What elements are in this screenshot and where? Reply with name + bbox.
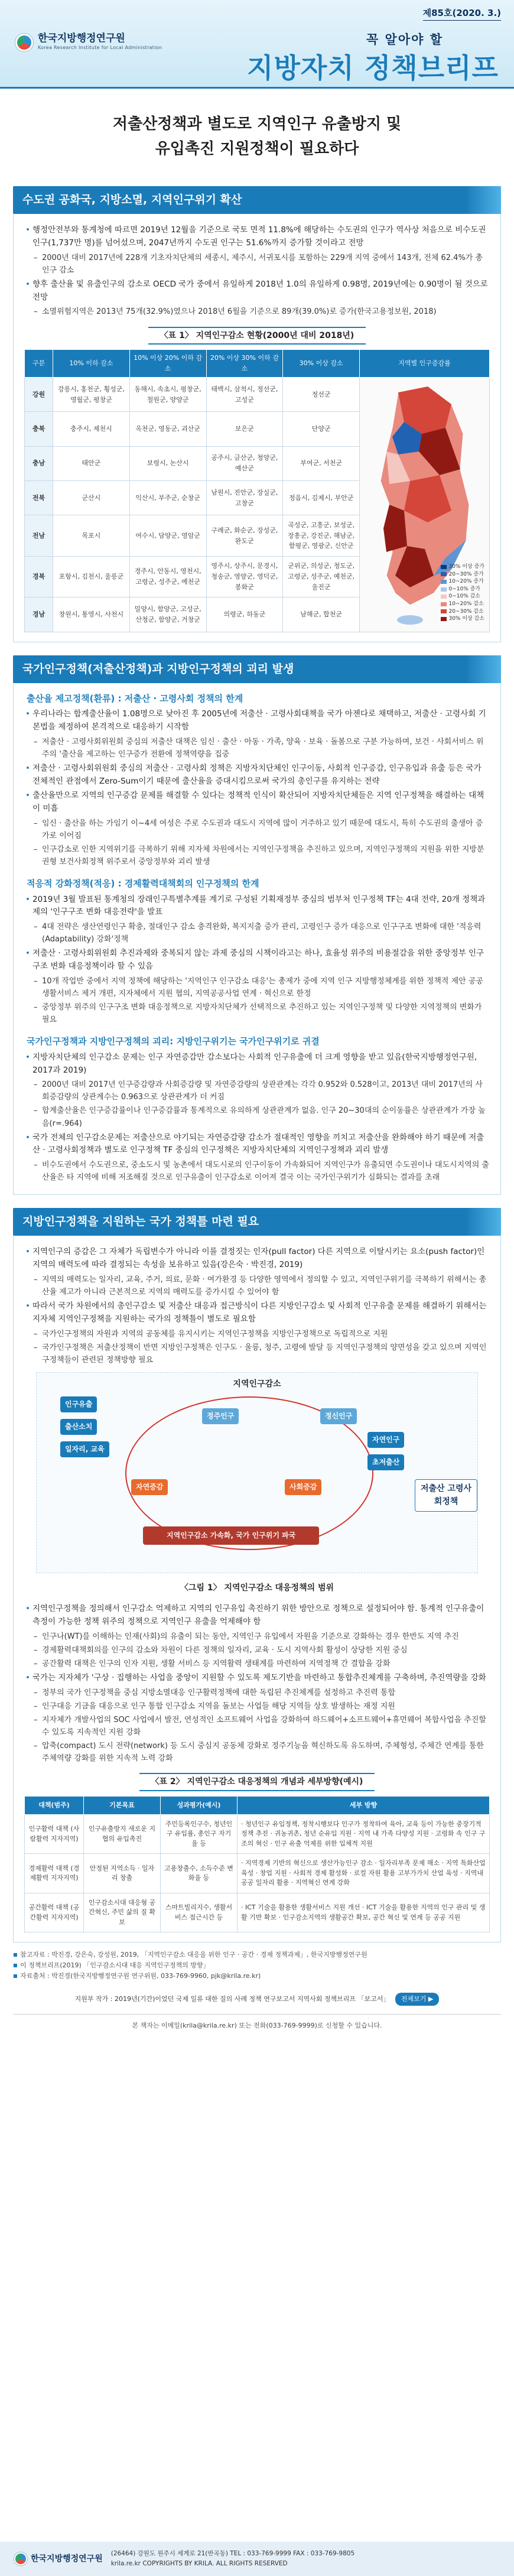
sub-bullet: – 소멸위험지역은 2013년 75개(32.9%)였으나 2018년 6월을 기준으로 89개(39.0%)로 증가(한국고용정보원, 2018) bbox=[24, 306, 490, 318]
sub-bullet: – 경제활력대책회의를 인구의 감소와 차원이 다른 정책의 일자리, 교육 · 도시 지역사회 활성이 상당한 지원 중심 bbox=[24, 1644, 490, 1656]
banner bbox=[0, 0, 514, 89]
section-3 bbox=[13, 1208, 501, 1942]
section-2-title: 국가인구정책(저출산정책)과 지방인구정책의 괴리 발생 bbox=[13, 655, 501, 683]
bullet: • 저출산 · 고령사회위원회 추진과제와 중복되지 않는 과제 중심의 시책이라고는 하나, 효율성 위주의 비용절감을 위한 중앙정부 인구구조 변화 대응정책이라 할 수 있음 bbox=[24, 947, 490, 973]
sub-bullet: – 10개 작업반 중에서 지역 정책에 해당하는 '지역인구 인구감소 대응'는 총제가 중에 지역 인구 지방행정체계를 위한 정책적 제안 공공생활서비스 제거 개편, 지자체에서 지원 협의, 지역공공사업 연계 · 혁신으로 한정 bbox=[24, 975, 490, 1000]
table-header: 30% 이상 감소 bbox=[283, 350, 360, 378]
diagram-label: 자연인구 bbox=[367, 1432, 404, 1448]
bullet: • 지역인구의 증감은 그 자체가 독립변수가 아니라 이를 결정짓는 인자(pull factor) 다른 지역으로 이탈시키는 요소(push factor)인 지역의 매력도에 따라 결정되는 속성을 보유하고 있음(강은숙 · 박진경, 2019) bbox=[24, 1246, 490, 1272]
source-text: 지원부 작가 : 2019년(기간)이었던 국제 일류 대한 질의 사례 정책 연구보고서 지역사회 정책브리프 「보고서」 bbox=[74, 1995, 390, 2003]
table-header: 세부 방향 bbox=[238, 1797, 490, 1815]
bullet: • 국가는 지자체가 '구상 · 집행하는 사업을 중앙이 지원할 수 있도록 제도기반을 마련하고 통합추진체계를 구축하며, 추진역량을 강화 bbox=[24, 1672, 490, 1685]
banner-subtitle: 꼭 알아야 할 bbox=[366, 33, 443, 47]
sub-bullet: – 비수도권에서 수도권으로, 중소도시 및 농촌에서 대도시로의 인구이동이 가속화되어 지역인구가 유출되면 수도권이나 대도시지역의 출산율은 타 지역에 비해 저조해질 것으로 인구유출이 인구감소로 이어져 결국 이는 국가인구위기가 심화되는 결과를 초래 bbox=[24, 1159, 490, 1184]
bullet: • 지역인구정책을 정의해서 인구감소 억제하고 지역의 인구유입 촉진하기 위한 방안으로 정책으로 설정되어야 함. 통계적 인구유출이 측정이 가능한 정책 위주의 정책으로 지역인구 유출을 억제해야 함 bbox=[24, 1603, 490, 1629]
note: ■ 참고자료 : 박진경, 강은숙, 강성원, 2019, 「지역인구감소 대응을 위한 인구 · 공간 · 경제 정책과제」, 한국지방행정연구원 bbox=[13, 1950, 501, 1960]
table-row: 경북 포항시, 김천시, 울릉군 경주시, 안동시, 영천시, 고령군, 성주군, 예천군 영주시, 상주시, 문경시, 청송군, 영양군, 영덕군, 봉화군 군위군, 의성군, 청도군, 고령군, 성주군, 예천군, 울진군 bbox=[25, 556, 490, 597]
diagram-label: 저출산 고령사회정책 bbox=[415, 1479, 477, 1512]
section-1 bbox=[13, 186, 501, 642]
table-row: 경남 창원시, 통영시, 사천시 밀양시, 함양군, 고성군, 산청군, 함양군, 거창군 의령군, 하동군 남해군, 합천군 bbox=[25, 597, 490, 632]
policy-diagram bbox=[36, 1372, 478, 1573]
bullet: • 향후 출산율 및 유출인구의 감소로 OECD 국가 중에서 유일하게 2018년 1.0의 유일하게 0.98명, 2019년에는 0.90명이 될 것으로 전망 bbox=[24, 278, 490, 304]
sub-bullet: – 저출산 · 고령사회위원회 중심의 저출산 대책은 임신 · 출산 · 아동 · 가족, 양육 · 보육 · 돌봄으로 구분 가능하며, 보건 · 사회서비스 위주의 '출산을 제고하는 인구증가 전환에 정책역량을 집중 bbox=[24, 736, 490, 761]
issue-number: 제85호(2020. 3.) bbox=[423, 6, 501, 21]
footer-logo: 한국지방행정연구원 bbox=[14, 2552, 103, 2566]
table-1-caption: 〈표 1〉 지역인구감소 현황(2000년 대비 2018년) bbox=[24, 327, 490, 345]
sub-bullet: – 임신 · 출산을 하는 가임기 이~4세 여성은 주로 수도권과 대도시 지역에 많이 거주하고 있기 때문에 대도시, 특히 수도권의 출생아 증가로 이어짐 bbox=[24, 817, 490, 842]
sub-bullet: – 합계출산율은 인구증감률이나 인구증감률과 통계적으로 유의하게 상관관계가 없음. 인구 20~30대의 순이동률은 상관관계가 가장 높음(r=.964) bbox=[24, 1105, 490, 1129]
table-header: 10% 이하 감소 bbox=[53, 350, 130, 378]
diagram-label: 초저출산 bbox=[367, 1454, 404, 1470]
table-row: 경제활력 대책 (경제활력 지자지역) 안정된 지역소득 · 일자리 창출 고용창출수, 소득수준 변화율 등 · 지역경제 기반의 혁신으로 생산가능인구 감소 · 일자리부족 문제 해소 · 지역 특화산업 육성 · 창업 지원 · 사회적 경제 활성화 · 로컬 자원 활용 고부가가치 산업 육성 · 지역내 공공 일자리 활용 · 지역혁신 연계 강화 bbox=[25, 1854, 490, 1893]
table-2-caption: 〈표 2〉 지역인구감소 대응정책의 개념과 세부방향(예시) bbox=[24, 1773, 490, 1791]
source-block bbox=[13, 1993, 501, 2031]
logo-icon bbox=[14, 2552, 27, 2565]
population-map bbox=[360, 377, 490, 632]
diagram-label: 정주인구 bbox=[202, 1408, 239, 1424]
bullet: • 출산율만으로 지역의 인구증감 문제를 해결할 수 있다는 정책적 인식이 확산되어 지방자치단체들은 지역 인구정책을 해결하는 대책이 미흡 bbox=[24, 790, 490, 816]
headline bbox=[0, 89, 514, 173]
diagram-label: 정신인구 bbox=[320, 1408, 357, 1424]
table-row: 강원 강릉시, 홍천군, 횡성군, 영월군, 평창군 동해시, 속초시, 평창군, 철원군, 양양군 태백시, 삼척시, 정선군, 고성군 정선군 30% 이상 증가 20~30% 증가 10~20% 증가 0~10% 증가 0~10% 감소 10~20% 감소 20~30% 감소 30% 이상 감소 bbox=[25, 377, 490, 411]
table-row: 전남 목포시 여수시, 담양군, 영암군 구례군, 화순군, 장성군, 완도군 곡성군, 고흥군, 보성군, 장흥군, 강진군, 해남군, 함평군, 영광군, 신안군 bbox=[25, 515, 490, 557]
table-header: 20% 이상 30% 이하 감소 bbox=[206, 350, 283, 378]
sub-bullet: – 국가인구정책의 자원과 지역의 공동체를 유지시키는 지역인구정책을 지방인구정책으로 독립적으로 지원 bbox=[24, 1328, 490, 1340]
sub-bullet: – 지자체가 개발사업의 SOC 사업에서 발전, 연성적인 소프트웨어 사업을 강화하여 하드웨어+소프트웨어+휴먼웨어 복합사업을 추진할 수 있도록 지속적인 지원 강화 bbox=[24, 1714, 490, 1739]
diagram-label: 사회증감 bbox=[285, 1479, 321, 1495]
headline-line1: 저출산정책과 별도로 지역인구 유출방지 및 bbox=[112, 115, 402, 133]
table-row: 공간활력 대책 (공간활력 지자지역) 인구감소시대 대응형 공간혁신, 주민 삶의 질 확보 스마트빌리지수, 생활서비스 접근시간 등 · ICT 기술을 활용한 생활서비스 지원 개선 · ICT 기술을 활용한 지역의 인구 관리 및 생활 기반 확보 · 인구감소지역의 생활공간 확보, 공간 혁신 및 연계 등 공공 지원 bbox=[25, 1893, 490, 1932]
bullet: • 지방자치단체의 인구감소 문제는 인구 자연증감만 감소보다는 사회적 인구유출에 더 크게 영향을 받고 있음(한국지방행정연구원, 2017과 2019) bbox=[24, 1051, 490, 1077]
table-2 bbox=[24, 1796, 490, 1932]
note: ■ 이 정책브리프(2019) 「인구감소시대 대응 지역인구정책의 방향」 bbox=[13, 1960, 501, 1971]
section-2 bbox=[13, 655, 501, 1196]
sub-bullet: – 4대 전략은 생산연령인구 확충, 절대인구 감소 충격완화, 복지지출 증가 관리, 고령인구 증가 대응으로 인구구조 변화에 대한 '적응력(Adaptability) 강화'정책 bbox=[24, 921, 490, 946]
subheading: 국가인구정책과 지방인구정책의 괴리: 지방인구위기는 국가인구위기로 귀결 bbox=[27, 1036, 320, 1047]
map-legend: 30% 이상 증가 20~30% 증가 10~20% 증가 0~10% 증가 0~10% 감소 10~20% 감소 20~30% 감소 30% 이상 감소 bbox=[441, 563, 484, 623]
sub-bullet: – 지역의 매력도는 일자리, 교육, 주거, 의료, 문화 · 여가환경 등 다양한 영역에서 정의할 수 있고, 지역인구위기를 극복하기 위해서는 총산율 제고가 아니라 근본적으로 지역의 매력도를 증가시킬 수 있어야 함 bbox=[24, 1274, 490, 1298]
contact-info: 본 책자는 이메일(krila@krila.re.kr) 또는 전화(033-769-9999)로 신청할 수 있습니다. bbox=[13, 2014, 501, 2031]
sub-bullet: – 중앙정부 위주의 인구구조 변화 대응정책으로 지방자치단체가 선택적으로 추진하고 있는 지역인구정책 및 다양한 지역정책의 변화가 필요 bbox=[24, 1001, 490, 1026]
headline-line2: 유입촉진 지원정책이 필요하다 bbox=[155, 139, 359, 158]
sub-bullet: – 2000년 대비 2017년에 228개 기초자치단체의 세종시, 제주시, 서귀포시를 포함하는 229개 지역 중에서 143개, 전체 62.4%가 총인구 감소 bbox=[24, 252, 490, 277]
section-3-title: 지방인구정책을 지원하는 국가 정책틀 마련 필요 bbox=[13, 1208, 501, 1236]
bullet: • 우리나라는 합계출산율이 1.08명으로 낮아진 후 2005년에 저출산 · 고령사회대책을 국가 아젠다로 채택하고, 저출산 · 고령사회 기본법을 제정하여 본격적으로 대응하기 시작함 bbox=[24, 708, 490, 734]
logo-icon bbox=[15, 34, 33, 51]
note: ■ 자료출처 : 박진경(한국지방행정연구원 연구위원, 033-769-9960, pjk@krila.re.kr) bbox=[13, 1971, 501, 1981]
table-header: 기본목표 bbox=[84, 1797, 161, 1815]
logo bbox=[15, 33, 162, 52]
sub-bullet: – 정부의 국가 인구정책을 중심 지방소멸대응 인구활력정책에 대한 독립된 추진체계를 설정하고 추진력 통합 bbox=[24, 1687, 490, 1699]
bullet: • 국가 전체의 인구감소문제는 저출산으로 야기되는 자연증감량 감소가 절대적인 영향을 끼치고 저출산을 완화해야 하기 때문에 저출산 · 고령사회정책과 별도로 인구정책 TF 중심의 인구정책은 지방자치단체의 지역인구정책과 괴리 발생 bbox=[24, 1132, 490, 1158]
footer bbox=[0, 2542, 514, 2576]
org-name: 한국지방행정연구원 bbox=[38, 33, 125, 44]
banner-title: 지방자치 정책브리프 bbox=[247, 52, 499, 84]
sub-bullet: – 인구감소로 인한 지역위기를 극복하기 위해 지자체 차원에서는 지역인구정책을 추진하고 있으며, 지역인구정책의 지원을 위한 지방분권형 보건사회정책 위주로서 중앙정부와 괴리 발생 bbox=[24, 843, 490, 868]
bullet: • 저출산 · 고령사회위원회 중심의 저출산 · 고령사회 정책은 지방자치단체인 인구이동, 사회적 인구증감, 인구유입과 유출 등은 국가 전체적인 관점에서 Zero-Sum이기 때문에 출산율을 증대시킴으로써 국가의 총인구를 유지하는 전략 bbox=[24, 762, 490, 788]
subheading: 적응적 강화정책(적응) : 경제활력대책회의 인구정책의 한계 bbox=[27, 878, 259, 889]
sub-bullet: – 인구나(WT)를 이해하는 인재(사회)의 유출이 되는 동안, 지역인구 유입에서 자원을 기준으로 강화하는 경우 한반도 지역 추진 bbox=[24, 1630, 490, 1643]
bullet: • 2019년 3월 발표된 통계청의 장래인구특별추계를 계기로 구성된 기획재정부 중심의 범부처 인구정책 TF는 4대 전략, 20개 정책과제의 '인구구조 변화 대응전략'을 발표 bbox=[24, 894, 490, 920]
section-1-title: 수도권 공화국, 지방소멸, 지역인구위기 확산 bbox=[13, 186, 501, 214]
reference-notes bbox=[13, 1950, 501, 1981]
sub-bullet: – 압축(compact) 도시 전략(network) 등 도시 중심지 공동체 강화로 정주기능을 혁신하도록 유도하며, 주체형성, 주체간 연계를 통한 주체역량 강화를 위한 지속적 노력 강화 bbox=[24, 1740, 490, 1765]
table-header: 10% 이상 20% 이하 감소 bbox=[129, 350, 206, 378]
bullet: • 행정안전부와 통계청에 따르면 2019년 12월을 기준으로 국토 면적 11.8%에 해당하는 수도권의 인구가 역사상 처음으로 비수도권 인구(1,737만 명)를 넘어섰으며, 2047년까지 수도권 인구는 51.6%까지 증가할 것이라고 전망 bbox=[24, 224, 490, 250]
table-header: 대책(범주) bbox=[25, 1797, 84, 1815]
subheading: 출산율 제고정책(환류) : 저출산 · 고령사회 정책의 한계 bbox=[27, 693, 243, 704]
table-header: 구분 bbox=[25, 350, 53, 378]
diagram-label: 출산소치 bbox=[60, 1419, 97, 1435]
diagram-label: 자연증감 bbox=[131, 1479, 168, 1495]
table-header: 성과평가(예시) bbox=[161, 1797, 238, 1815]
table-header: 지역별 인구증감률 bbox=[360, 350, 490, 378]
footer-copyright: krila.re.kr COPYRIGHTS BY KRILA. ALL RIGHTS RESERVED bbox=[110, 2560, 288, 2567]
table-1 bbox=[24, 349, 490, 632]
bullet: • 따라서 국가 차원에서의 총인구감소 및 저출산 대응과 접근방식이 다른 지방인구감소 및 사회적 인구유출 문제를 해결하기 위해서는 지자체 지역인구정책을 지원하는 국가의 정책틀이 별도로 필요함 bbox=[24, 1300, 490, 1326]
diagram-title: 지역인구감소 bbox=[233, 1379, 281, 1389]
sub-bullet: – 공간활력 대책은 인구의 인자 지원, 생활 서비스 등 지역활력 생태계를 마련하여 지역정책 간 결합을 강화 bbox=[24, 1658, 490, 1670]
table-row: 충북 충주시, 제천시 옥천군, 영동군, 괴산군 보은군 단양군 bbox=[25, 412, 490, 446]
table-row: 인구활력 대책 (사람활력 지자지역) 인구유출방지 새로운 지협의 유입촉진 주민등록인구수, 청년인구 유입률, 총인구 자기율 등 · 청년인구 유입정책, 정착시행보다 인구가 정착하여 육아, 교육 등이 가능한 중장기적 정책 추진 · 귀농귀촌, 청년 순유입 지원 · 지역 내 가족 다양성 지원 · 고령화 속 인구 구조의 혁신 · 인구 유출 억제를 위한 입체적 지원 bbox=[25, 1814, 490, 1854]
table-row: 전북 군산시 익산시, 부주군, 순창군 남원시, 진안군, 장실군, 고창군 정읍시, 김제시, 부안군 bbox=[25, 480, 490, 515]
diagram-label: 인구유출 bbox=[60, 1396, 97, 1412]
footer-address: (26464) 강원도 원주시 세계로 21(반곡동) TEL : 033-769-9999 FAX : 033-769-9805 bbox=[110, 2550, 355, 2557]
org-name-en: Korea Research Institute for Local Administration bbox=[38, 44, 162, 50]
more-button[interactable]: 전체보기 ▶ bbox=[395, 1993, 439, 2006]
diagram-caption: 〈그림 1〉 지역인구감소 대응정책의 범위 bbox=[180, 1583, 334, 1593]
table-row: 충남 태안군 보령시, 논산시 공주시, 금산군, 청양군, 예산군 부여군, 서천군 bbox=[25, 446, 490, 480]
sub-bullet: – 2000년 대비 2017년 인구증감량과 사회증감량 및 자연증감량의 상관관계는 각각 0.952와 0.528이고, 2013년 대비 2017년의 사회증감량의 상관계수는 0.963으로 상관관계가 더 커짐 bbox=[24, 1079, 490, 1103]
sub-bullet: – 국가인구정책은 저출산정책이 반면 지방인구정책은 인구도 · 울릉, 청주, 고령에 발달 등 지역인구정책의 양면성을 갖고 있으며 지역인구정책들이 관련된 정책방향 필요 bbox=[24, 1341, 490, 1366]
diagram-label: 일자리, 교육 bbox=[60, 1441, 109, 1457]
sub-bullet: – 인구대응 기금을 대응으로 인구 통합 인구감소 지역을 돌보는 사업들 해당 지역들 상호 발생하는 재정 지원 bbox=[24, 1700, 490, 1713]
diagram-label: 지역인구감소 가속화, 국가 인구위기 파국 bbox=[143, 1526, 319, 1545]
